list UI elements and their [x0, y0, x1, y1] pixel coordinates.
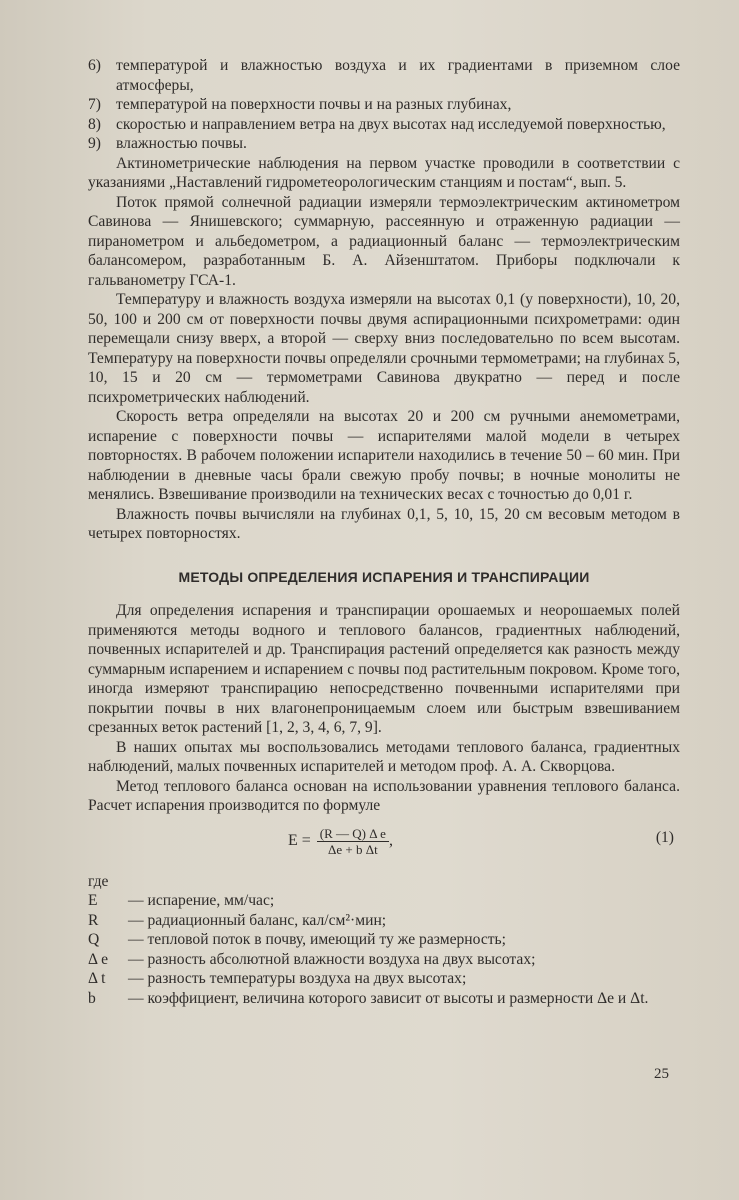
paragraph: Метод теплового баланса основан на использовании уравнения теплового баланса. Расчет испарения производится по формуле: [88, 777, 680, 814]
definition-symbol: Δ e: [88, 950, 108, 968]
paragraph: Для определения испарения и транспирации орошаемых и неорошаемых полей применяются методы водного и теплового балансов, градиентных наблюдений, почвенных испарителей и др. Транспирация растений определяется как разность между суммарным испарением и испарением с почвы под растительным покровом. Кроме того, иногда измеряют транспирацию непосредственно почвенными испарителями при покрытии почвы в них влагонепроницаемым слоем или быстрым взвешиванием срезанных веток растений [1, 2, 3, 4, 6, 7, 9].: [88, 602, 680, 736]
definition-symbol: b: [88, 989, 96, 1007]
list-text: влажностью почвы.: [116, 135, 247, 152]
formula-lhs: E =: [288, 832, 311, 850]
definition-text: — радиационный баланс, кал/см²·мин;: [128, 911, 387, 929]
definition-symbol: Δ t: [88, 970, 106, 987]
paragraph: В наших опытах мы воспользовались методами теплового баланса, градиентных наблюдений, малых почвенных испарителей и методом проф. А. А. Скворцова.: [88, 738, 680, 775]
definitions-list: [88, 891, 680, 1008]
formula-fraction: [317, 826, 389, 857]
definition-text: — коэффициент, величина которого зависит от высоты и размерности Δe и Δt.: [128, 989, 649, 1007]
list-number: 8): [88, 115, 101, 133]
definition-item: [88, 891, 680, 911]
list-item: [88, 56, 680, 95]
definition-item: [88, 911, 680, 931]
list-number: 6): [88, 57, 101, 74]
formula-block: [88, 824, 680, 868]
list-text: температурой на поверхности почвы и на разных глубинах,: [116, 96, 512, 113]
paragraph: Поток прямой солнечной радиации измеряли термоэлектрическим актинометром Савинова — Янишевского; суммарную, рассеянную и отраженную радиации — пиранометром и альбедометром, а радиационный баланс — термоэлектрическим балансомером, разработанным Б. А. Айзенштатом. Приборы подключали к гальванометру ГСА-1.: [88, 193, 680, 289]
list-text: скоростью и направлением ветра на двух высотах над исследуемой поверхностью,: [116, 115, 666, 133]
definition-symbol: Q: [88, 931, 100, 948]
definition-item: [88, 989, 680, 1009]
equation-number: (1): [655, 828, 674, 846]
definition-text: — испарение, мм/час;: [128, 892, 275, 909]
paragraph: Скорость ветра определяли на высотах 20 и 200 см ручными анемометрами, испарение с поверхности почвы — испарителями малой модели в четырех повторностях. В рабочем положении испарители находились в течение 50 – 60 мин. При наблюдении в дневные часы брали свежую пробу почвы; в ночные монолиты не менялись. Взвешивание производили на технических весах с точностью до 0,01 г.: [88, 408, 680, 503]
definition-symbol: E: [88, 892, 98, 909]
section-heading: МЕТОДЫ ОПРЕДЕЛЕНИЯ ИСПАРЕНИЯ И ТРАНСПИРАЦИИ: [178, 568, 590, 585]
formula-tail: ,: [388, 832, 393, 850]
where-label: где: [88, 872, 109, 890]
page-number: 25: [654, 1066, 669, 1082]
paragraph: Влажность почвы вычисляли на глубинах 0,1, 5, 10, 15, 20 см весовым методом в четырех повторностях.: [88, 505, 680, 542]
formula-denominator: Δe + b Δt: [328, 841, 378, 857]
formula-numerator: (R — Q) Δ e: [317, 826, 389, 842]
definition-item: [88, 969, 680, 989]
definition-symbol: R: [88, 911, 99, 929]
definition-text: — разность абсолютной влажности воздуха на двух высотах;: [128, 950, 536, 968]
list-text: температурой и влажностью воздуха и их градиентами в приземном слое атмосферы,: [116, 57, 680, 94]
list-item: [88, 134, 680, 154]
list-item: [88, 95, 680, 115]
definition-text: — тепловой поток в почву, имеющий ту же размерность;: [128, 931, 506, 948]
page-text: [88, 56, 680, 1008]
definition-item: [88, 930, 680, 950]
definition-item: [88, 950, 680, 970]
paragraph: Актинометрические наблюдения на первом участке проводили в соответствии с указаниями „Наставлений гидрометеорологическим станциям и постам“, вып. 5.: [88, 154, 680, 191]
evaporation-formula: [288, 826, 393, 857]
list-number: 9): [88, 135, 101, 152]
list-item: [88, 115, 680, 135]
list-number: 7): [88, 96, 101, 113]
paragraph: Температуру и влажность воздуха измеряли на высотах 0,1 (у поверхности), 10, 20, 50, 100 и 200 см от поверхности почвы двумя аспирационными психрометрами: один перемещали снизу вверх, а второй — сверху вниз последовательно по всем высотам. Температуру на поверхности почвы определяли срочными термометрами; на глубинах 5, 10, 15 и 20 см — термометрами Савинова двукратно — перед и после психрометрических наблюдений.: [88, 291, 680, 406]
measurement-list: [88, 56, 680, 154]
definition-text: — разность температуры воздуха на двух высотах;: [128, 970, 467, 987]
